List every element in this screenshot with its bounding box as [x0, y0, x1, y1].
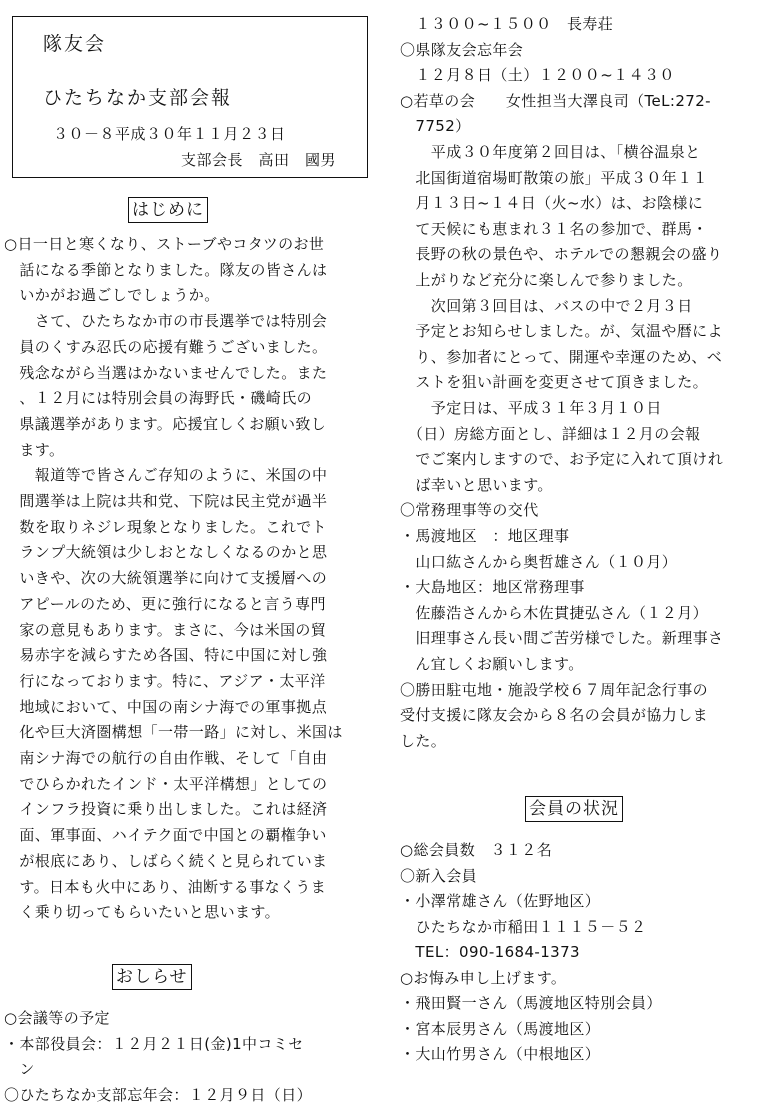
text-line: 〇ひたちなか支部忘年会：１２月９日（日）: [4, 1085, 313, 1104]
text-line: ん宜しくお願いします。: [400, 655, 584, 673]
text-line: 佐藤浩さんから木佐貫捷弘さん（１２月）: [400, 603, 709, 622]
section-heading-intro: はじめに: [128, 197, 208, 223]
text-line: ○若草の会 女性担当大澤良司（TeL:272-: [400, 91, 711, 110]
text-line: が根底にあり、しばらく続くと見られていま: [4, 851, 328, 870]
text-line: （日）房総方面とし、詳細は１２月の会報: [400, 424, 701, 443]
text-line: 旧理事さん長い間ご苦労様でした。新理事さ: [400, 629, 724, 648]
issue-date: ３０－８平成３０年１１月２３日: [53, 125, 286, 143]
newsletter-header: [12, 16, 368, 178]
text-line: した。: [400, 731, 447, 750]
text-line: く乗り切ってもらいたいと思います。: [4, 903, 281, 922]
branch-chief: 支部会長 高田 國男: [181, 151, 337, 169]
text-line: さて、ひたちなか市の市長選挙では特別会: [4, 312, 328, 331]
text-line: ○日一日と寒くなり、ストーブやコタツのお世: [4, 235, 325, 253]
text-line: 家の意見もあります。まさに、今は米国の貿: [4, 620, 327, 639]
text-line: 次回第３回目は、バスの中で２月３日: [400, 296, 693, 315]
text-line: ・宮本辰男さん（馬渡地区）: [400, 1019, 601, 1038]
text-line: 南シナ海での航行の自由作戦、そして「自由: [4, 749, 328, 767]
newsletter-title: ひたちなか支部会報: [43, 87, 233, 109]
text-line: 行になっております。特に、アジア・太平洋: [4, 671, 326, 690]
text-line: 〇新入会員: [400, 866, 478, 885]
text-line: インフラ投資に乗り出しました。これは経済: [4, 800, 328, 819]
text-line: 化や巨大済圏構想「一帯一路」に対し、米国は: [4, 723, 343, 742]
text-line: ストを狙い計画を変更させて頂きました。: [400, 373, 709, 392]
org-name: 隊友会: [43, 33, 107, 55]
text-line: 山口紘さんから奥哲雄さん（１０月）: [400, 552, 678, 571]
text-line: 長野の秋の景色や、ホテルでの懇親会の盛り: [400, 245, 723, 264]
text-line: 〇常務理事等の交代: [400, 501, 539, 520]
text-line: 県議選挙があります。応援宜しくお願い致し: [4, 414, 327, 433]
text-line: でご案内しますので、お予定に入れて頂けれ: [400, 450, 724, 469]
text-line: １３００~１５００ 長寿荘: [400, 15, 614, 33]
text-line: 受付支援に隊友会から８名の会員が協力しま: [400, 706, 709, 725]
text-line: 上がりなど充分に楽しんで参りました。: [400, 271, 693, 289]
text-line: ・馬渡地区 ：地区理事: [400, 527, 570, 545]
text-line: ・大島地区：地区常務理事: [400, 578, 585, 597]
text-line: 間選挙は上院は共和党、下院は民主党が過半: [4, 492, 328, 510]
text-line: す。日本も火中にあり、油断する事なくうま: [4, 877, 327, 896]
text-line: ○お悔み申し上げます。: [400, 968, 567, 987]
text-line: 残念ながら当選はかないませんでした。また: [4, 363, 328, 382]
text-line: 、１２月には特別会員の海野氏・磯崎氏の: [4, 389, 313, 408]
text-line: 7752）: [400, 117, 471, 136]
text-line: アピールのため、更に強行になると言う専門: [4, 594, 326, 613]
text-line: ば幸いと思います。: [400, 475, 553, 494]
text-line: ランプ大統領は少しおとなしくなるのかと思: [4, 543, 328, 562]
text-line: 易赤字を減らすため各国、特に中国に対し強: [4, 646, 328, 665]
text-line: 予定とお知らせしました。が、気温や暦によ: [400, 322, 723, 341]
text-line: 〇県隊友会忘年会: [400, 40, 524, 59]
text-line: 地域において、中国の南シナ海での軍事拠点: [4, 697, 328, 716]
text-line: いかがお過ごしでしょうか。: [4, 286, 220, 305]
text-line: 予定日は、平成３１年３月１０日: [400, 399, 662, 417]
text-line: 月１３日~１４日（火~水）は、お陰様に: [400, 194, 704, 213]
text-line: いきや、次の大統領選挙に向けて支援層への: [4, 569, 328, 588]
text-line: ひたちなか市稲田１１１５－５２: [400, 917, 647, 936]
text-line: 話になる季節となりました。隊友の皆さんは: [4, 260, 328, 279]
text-line: 報道等で皆さんご存知のように、米国の中: [4, 466, 328, 485]
section-heading-members: 会員の状況: [525, 796, 623, 822]
text-line: ○会議等の予定: [4, 1009, 110, 1027]
text-line: でひらかれたインド・太平洋構想」としての: [4, 774, 328, 793]
text-line: て天候にも恵まれ３１名の参加で、群馬・: [400, 219, 708, 238]
text-line: 〇勝田駐屯地・施設学校６７周年記念行事の: [400, 680, 709, 699]
text-line: ・飛田賢一さん（馬渡地区特別会員）: [400, 994, 662, 1012]
text-line: ン: [4, 1060, 35, 1078]
text-line: ○総会員数 ３１２名: [400, 841, 553, 859]
text-line: １２月８日（土）１２００~１４３０: [400, 66, 675, 85]
text-line: 数を取りネジレ現象となりました。これでト: [4, 517, 327, 536]
text-line: 面、軍事面、ハイテク面で中国との覇権争い: [4, 826, 327, 845]
text-line: ます。: [4, 440, 65, 459]
text-line: り、参加者にとって、開運や幸運のため、ベ: [400, 347, 723, 366]
text-line: ・本部役員会：１２月２１日(金)1中コミセ: [4, 1034, 304, 1053]
text-line: 員のくすみ忍氏の応援有難うございました。: [4, 337, 328, 356]
text-line: 北国街道宿場町散策の旅」平成３０年１１: [400, 168, 709, 187]
text-line: TEL：090-1684-1373: [400, 943, 581, 961]
section-heading-notice: おしらせ: [112, 964, 192, 990]
text-line: ・小澤常雄さん（佐野地区）: [400, 892, 601, 910]
text-line: 平成３０年度第２回目は、「横谷温泉と: [400, 143, 701, 161]
text-line: ・大山竹男さん（中根地区）: [400, 1045, 601, 1063]
